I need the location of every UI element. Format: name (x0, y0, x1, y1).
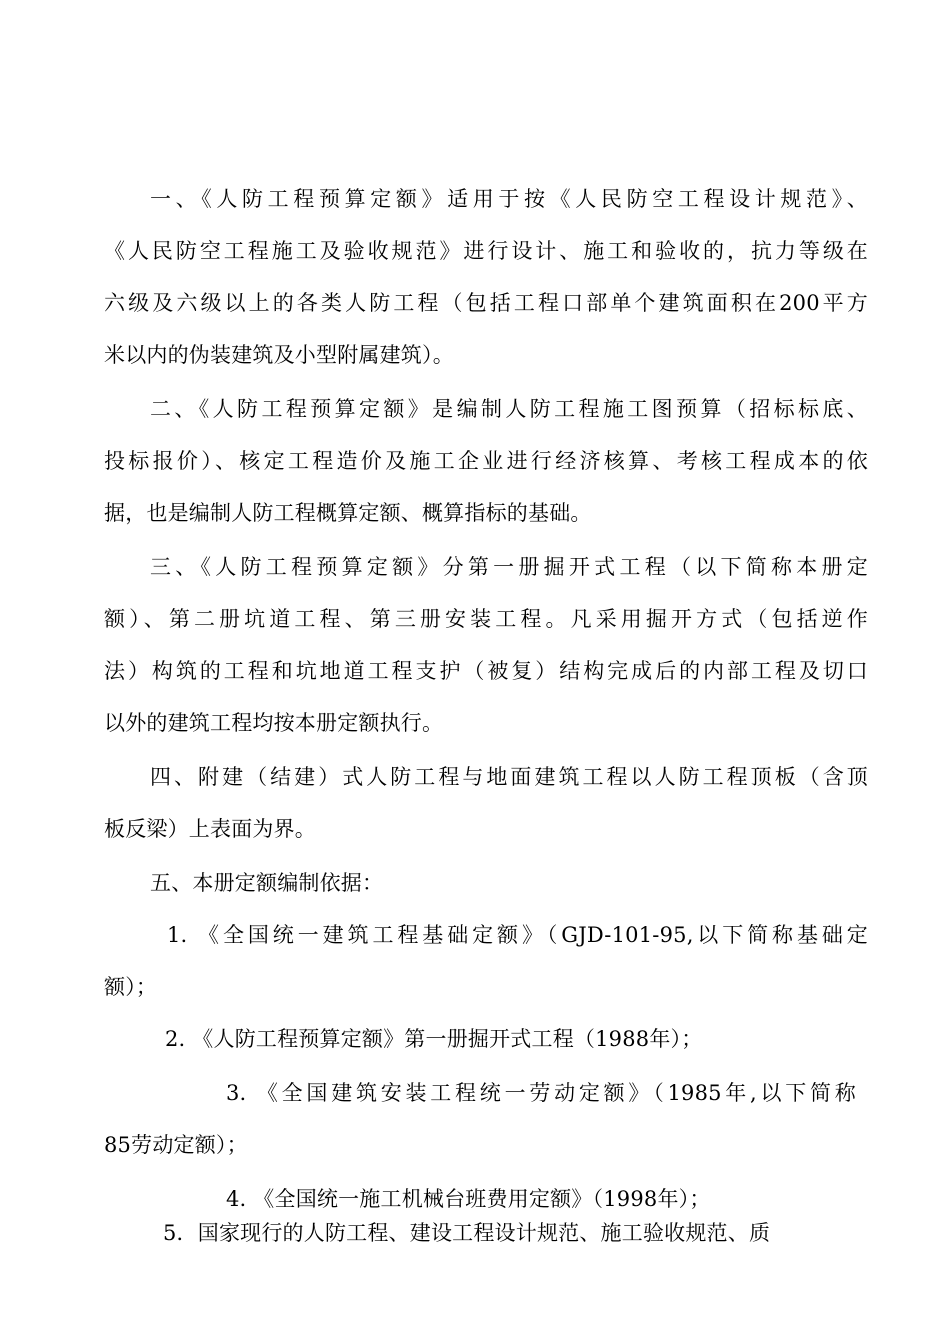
paragraph-1-line-1: 一、《人防工程预算定额》适用于按《人民防空工程设计规范》、 (150, 187, 868, 211)
paragraph-4-line-1: 四、附建（结建）式人防工程与地面建筑工程以人防工程顶板（含顶 (150, 765, 868, 789)
list-item-1-line-1: 1. 《全国统一建筑工程基础定额》（GJD-101-95,以下简称基础定 (167, 923, 868, 947)
list-item-4: 4. 《全国统一施工机械台班费用定额》（1998年）； (226, 1187, 711, 1211)
paragraph-3-line-1: 三、《人防工程预算定额》分第一册掘开式工程（以下简称本册定 (150, 555, 868, 579)
list-item-2: 2. 《人防工程预算定额》第一册掘开式工程（1988年）； (165, 1027, 703, 1051)
list-item-3-line-2: 85劳动定额）； (104, 1133, 248, 1157)
paragraph-1-line-4: 米以内的伪装建筑及小型附属建筑）。 (104, 343, 454, 367)
paragraph-3-line-2: 额）、第二册坑道工程、第三册安装工程。凡采用掘开方式（包括逆作 (104, 607, 868, 631)
paragraph-4-line-2: 板反梁）上表面为界。 (104, 817, 316, 841)
paragraph-2-line-2: 投标报价）、核定工程造价及施工企业进行经济核算、考核工程成本的依 (104, 449, 868, 473)
list-item-5-line-1: 5．国家现行的人防工程、建设工程设计规范、施工验收规范、质 (163, 1221, 771, 1245)
paragraph-3-line-4: 以外的建筑工程均按本册定额执行。 (104, 711, 444, 735)
list-item-3-line-1: 3. 《全国建筑安装工程统一劳动定额》（1985年,以下简称 (226, 1081, 856, 1105)
paragraph-2-line-1: 二、《人防工程预算定额》是编制人防工程施工图预算（招标标底、 (150, 397, 868, 421)
paragraph-1-line-2: 《人民防空工程施工及验收规范》进行设计、施工和验收的，抗力等级在 (104, 239, 868, 263)
list-item-1-line-2: 额）； (104, 975, 158, 999)
paragraph-1-line-3: 六级及六级以上的各类人防工程（包括工程口部单个建筑面积在200平方 (104, 291, 868, 315)
paragraph-2-line-3: 据，也是编制人防工程概算定额、概算指标的基础。 (104, 501, 592, 525)
paragraph-5-heading: 五、本册定额编制依据： (150, 871, 384, 895)
paragraph-3-line-3: 法）构筑的工程和坑地道工程支护（被复）结构完成后的内部工程及切口 (104, 659, 868, 683)
